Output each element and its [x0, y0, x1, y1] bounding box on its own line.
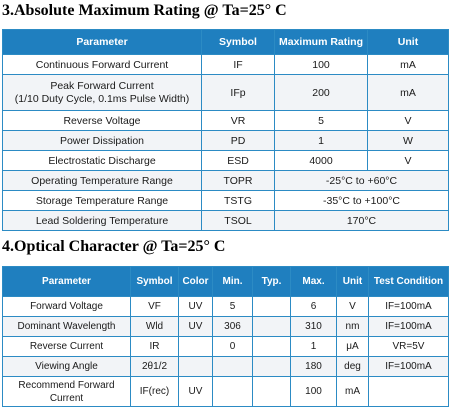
- table-row: [3, 211, 449, 231]
- cell-min: 5: [213, 297, 253, 317]
- header-typ: Typ.: [253, 267, 291, 297]
- cell-unit: nm: [337, 317, 369, 337]
- table-row: [3, 151, 449, 171]
- parameter-line: Peak Forward Current: [50, 79, 154, 92]
- cell-test-condition: [369, 377, 449, 407]
- cell-symbol: ESD: [202, 151, 275, 171]
- cell-unit: mA: [337, 377, 369, 407]
- cell-color: UV: [179, 297, 213, 317]
- cell-unit: mA: [368, 75, 449, 111]
- cell-symbol: PD: [202, 131, 275, 151]
- cell-rating: 170°C: [275, 211, 449, 231]
- header-symbol: Symbol: [131, 267, 179, 297]
- cell-rating: 5: [275, 111, 368, 131]
- cell-symbol: VR: [202, 111, 275, 131]
- header-color: Color: [179, 267, 213, 297]
- header-test-condition: Test Condition: [369, 267, 449, 297]
- cell-min: [213, 357, 253, 377]
- cell-max: 180: [291, 357, 337, 377]
- header-maximum-rating: Maximum Rating: [275, 30, 368, 55]
- cell-unit: μA: [337, 337, 369, 357]
- cell-symbol: VF: [131, 297, 179, 317]
- cell-parameter: Storage Temperature Range: [3, 191, 202, 211]
- header-max: Max.: [291, 267, 337, 297]
- cell-typ: [253, 377, 291, 407]
- cell-parameter: Power Dissipation: [3, 131, 202, 151]
- cell-parameter: Reverse Current: [3, 337, 131, 357]
- cell-symbol: IFp: [202, 75, 275, 111]
- table-row: [3, 377, 449, 407]
- cell-color: UV: [179, 317, 213, 337]
- cell-max: 100: [291, 377, 337, 407]
- table-row: [3, 131, 449, 151]
- cell-symbol: Wld: [131, 317, 179, 337]
- cell-parameter: Electrostatic Discharge: [3, 151, 202, 171]
- cell-parameter: Continuous Forward Current: [3, 55, 202, 75]
- section-title-absolute-max: 3.Absolute Maximum Rating @ Ta=25° C: [2, 2, 287, 19]
- cell-typ: [253, 317, 291, 337]
- cell-parameter: Operating Temperature Range: [3, 171, 202, 191]
- cell-rating: -25°C to +60°C: [275, 171, 449, 191]
- cell-symbol: IF: [202, 55, 275, 75]
- cell-test-condition: VR=5V: [369, 337, 449, 357]
- cell-max: 1: [291, 337, 337, 357]
- header-symbol: Symbol: [202, 30, 275, 55]
- cell-typ: [253, 337, 291, 357]
- cell-max: 6: [291, 297, 337, 317]
- absolute-max-rating-table: [2, 29, 449, 231]
- cell-unit: V: [368, 111, 449, 131]
- cell-rating: 200: [275, 75, 368, 111]
- cell-unit: mA: [368, 55, 449, 75]
- table-row: [3, 317, 449, 337]
- cell-rating: 1: [275, 131, 368, 151]
- cell-symbol: IF(rec): [131, 377, 179, 407]
- cell-color: UV: [179, 377, 213, 407]
- cell-parameter: Lead Soldering Temperature: [3, 211, 202, 231]
- cell-typ: [253, 297, 291, 317]
- cell-unit: V: [337, 297, 369, 317]
- cell-color: [179, 357, 213, 377]
- cell-test-condition: IF=100mA: [369, 317, 449, 337]
- optical-character-table: [2, 266, 449, 407]
- cell-min: 0: [213, 337, 253, 357]
- table-header-row: [3, 267, 449, 297]
- header-unit: Unit: [337, 267, 369, 297]
- table-row: [3, 297, 449, 317]
- cell-unit: deg: [337, 357, 369, 377]
- cell-parameter: Viewing Angle: [3, 357, 131, 377]
- header-unit: Unit: [368, 30, 449, 55]
- cell-color: [179, 337, 213, 357]
- table-row: [3, 191, 449, 211]
- cell-typ: [253, 357, 291, 377]
- cell-parameter: Reverse Voltage: [3, 111, 202, 131]
- table-header-row: [3, 30, 449, 55]
- cell-parameter: [3, 75, 202, 111]
- cell-symbol: TSOL: [202, 211, 275, 231]
- cell-symbol: TSTG: [202, 191, 275, 211]
- cell-symbol: 2θ1/2: [131, 357, 179, 377]
- cell-rating: -35°C to +100°C: [275, 191, 449, 211]
- cell-symbol: IR: [131, 337, 179, 357]
- cell-unit: V: [368, 151, 449, 171]
- cell-symbol: TOPR: [202, 171, 275, 191]
- table-row: [3, 75, 449, 111]
- table-row: [3, 171, 449, 191]
- header-parameter: Parameter: [3, 267, 131, 297]
- cell-rating: 4000: [275, 151, 368, 171]
- cell-min: [213, 377, 253, 407]
- cell-parameter: Recommend Forward Current: [3, 377, 131, 407]
- cell-parameter: Forward Voltage: [3, 297, 131, 317]
- header-min: Min.: [213, 267, 253, 297]
- section-title-optical-character: 4.Optical Character @ Ta=25° C: [2, 238, 226, 255]
- cell-rating: 100: [275, 55, 368, 75]
- cell-test-condition: IF=100mA: [369, 357, 449, 377]
- cell-min: 306: [213, 317, 253, 337]
- cell-max: 310: [291, 317, 337, 337]
- cell-test-condition: IF=100mA: [369, 297, 449, 317]
- parameter-note: (1/10 Duty Cycle, 0.1ms Pulse Width): [14, 92, 190, 105]
- cell-parameter: Dominant Wavelength: [3, 317, 131, 337]
- table-row: [3, 337, 449, 357]
- header-parameter: Parameter: [3, 30, 202, 55]
- table-row: [3, 55, 449, 75]
- cell-unit: W: [368, 131, 449, 151]
- table-row: [3, 111, 449, 131]
- table-row: [3, 357, 449, 377]
